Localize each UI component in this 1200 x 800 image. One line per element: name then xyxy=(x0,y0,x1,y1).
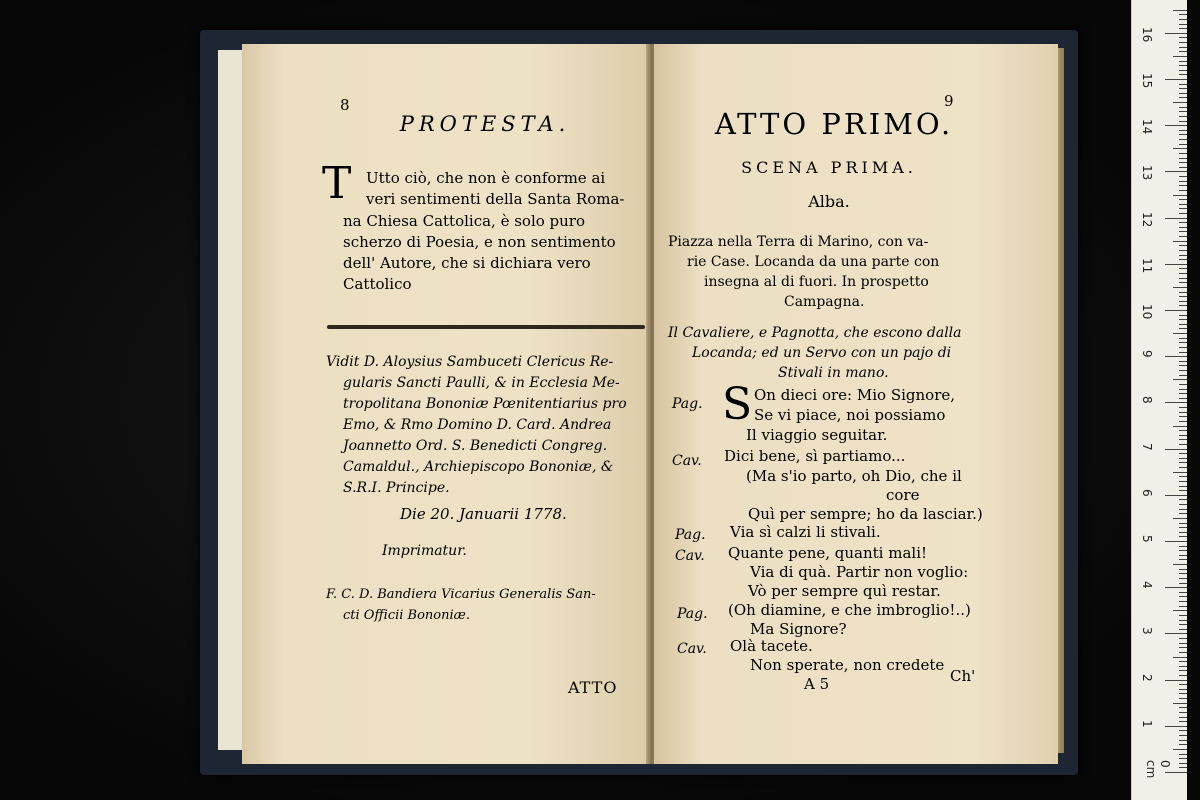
ruler-tick xyxy=(1179,384,1187,385)
vidit-line: Joannetto Ord. S. Benedicti Congreg. xyxy=(343,438,608,454)
protesta-heading: PROTESTA. xyxy=(399,112,571,136)
ruler-tick xyxy=(1179,569,1187,570)
ruler-tick xyxy=(1179,292,1187,293)
right-catchword: Ch' xyxy=(950,667,976,685)
ruler-number: 7 xyxy=(1140,442,1154,451)
ruler-tick xyxy=(1165,633,1187,634)
setting-line: Campagna. xyxy=(784,294,865,310)
ruler-tick xyxy=(1173,703,1187,704)
ruler-tick xyxy=(1179,365,1187,366)
vidit-line: Emo, & Rmo Domino D. Card. Andrea xyxy=(343,417,612,433)
dialogue-line: Olà tacete. xyxy=(730,637,813,655)
ruler-tick xyxy=(1179,666,1187,667)
ruler-tick xyxy=(1179,523,1187,524)
ruler-tick xyxy=(1179,14,1187,15)
divider-rule xyxy=(327,325,645,329)
ruler-tick xyxy=(1179,416,1187,417)
ruler-tick xyxy=(1165,726,1187,727)
ruler-tick xyxy=(1179,176,1187,177)
ruler-tick xyxy=(1179,144,1187,145)
ruler-tick xyxy=(1179,389,1187,390)
ruler-number: 5 xyxy=(1140,535,1154,543)
ruler-tick xyxy=(1179,107,1187,108)
vidit-line: Vidit D. Aloysius Sambuceti Clericus Re- xyxy=(326,354,614,370)
ruler-tick xyxy=(1179,675,1187,676)
ruler-tick xyxy=(1179,255,1187,256)
ruler-tick xyxy=(1179,717,1187,718)
ruler-tick xyxy=(1179,282,1187,283)
ruler-tick xyxy=(1165,541,1187,542)
ruler-tick xyxy=(1179,504,1187,505)
ruler-tick xyxy=(1179,273,1187,274)
ruler-tick xyxy=(1179,190,1187,191)
ruler-number: 14 xyxy=(1140,119,1154,135)
ruler-tick xyxy=(1179,536,1187,537)
ruler-number: 1 xyxy=(1140,719,1154,728)
ruler-tick xyxy=(1179,509,1187,510)
ruler-tick xyxy=(1179,407,1187,408)
ruler-tick xyxy=(1165,587,1187,588)
ruler-number: 13 xyxy=(1140,165,1154,181)
ruler-tick xyxy=(1173,610,1187,611)
ruler-tick xyxy=(1165,125,1187,126)
ruler-tick xyxy=(1179,546,1187,547)
ruler-tick xyxy=(1179,204,1187,205)
ruler-tick xyxy=(1179,47,1187,48)
ruler-tick xyxy=(1179,707,1187,708)
ruler-tick xyxy=(1179,19,1187,20)
ruler-tick xyxy=(1179,767,1187,768)
protest-dropcap: T xyxy=(322,158,352,209)
ruler-tick xyxy=(1179,227,1187,228)
left-page-number: 8 xyxy=(340,96,350,114)
ruler-tick xyxy=(1179,231,1187,232)
ruler-tick xyxy=(1179,527,1187,528)
ruler-tick xyxy=(1179,185,1187,186)
act-title: ATTO PRIMO. xyxy=(714,107,954,141)
setting-line: rie Case. Locanda da una parte con xyxy=(687,254,940,270)
ruler-tick xyxy=(1179,550,1187,551)
ruler-tick xyxy=(1179,453,1187,454)
ruler-tick xyxy=(1179,629,1187,630)
ruler-tick xyxy=(1179,467,1187,468)
dialogue-line: Non sperate, non credete xyxy=(750,656,945,674)
ruler-tick xyxy=(1179,615,1187,616)
ruler-tick xyxy=(1173,472,1187,473)
ruler-tick xyxy=(1179,421,1187,422)
ruler-tick xyxy=(1179,444,1187,445)
ruler-tick xyxy=(1179,393,1187,394)
ruler-tick xyxy=(1179,486,1187,487)
ruler-tick xyxy=(1179,167,1187,168)
ruler-tick xyxy=(1179,268,1187,269)
ruler-tick xyxy=(1179,301,1187,302)
ruler-tick xyxy=(1165,356,1187,357)
ruler-tick xyxy=(1179,199,1187,200)
approval-date: Die 20. Januarii 1778. xyxy=(400,505,567,523)
ruler-tick xyxy=(1179,763,1187,764)
ruler-tick xyxy=(1173,10,1187,11)
ruler-tick xyxy=(1179,606,1187,607)
vidit-line: tropolitana Bononiæ Pœnitentiarius pro xyxy=(343,396,627,412)
ruler-tick xyxy=(1179,342,1187,343)
ruler-tick xyxy=(1179,93,1187,94)
speaker-label: Pag. xyxy=(677,606,708,622)
ruler-tick xyxy=(1165,33,1187,34)
ruler-tick xyxy=(1179,347,1187,348)
dialogue-line: Quì per sempre; ho da lasciar.) xyxy=(748,505,983,523)
ruler-tick xyxy=(1179,213,1187,214)
ruler-tick xyxy=(1179,24,1187,25)
dialogue-line: Via sì calzi li stivali. xyxy=(730,523,881,541)
ruler-tick xyxy=(1173,333,1187,334)
ruler-tick xyxy=(1173,195,1187,196)
ruler-tick xyxy=(1179,555,1187,556)
scene-time: Alba. xyxy=(808,192,850,211)
ruler-tick xyxy=(1179,412,1187,413)
ruler-number: 3 xyxy=(1140,627,1154,636)
ruler-number: 15 xyxy=(1140,73,1154,89)
imprimatur: Imprimatur. xyxy=(382,543,467,559)
speaker-label: Pag. xyxy=(675,527,706,543)
vidit-line: S.R.I. Principe. xyxy=(343,480,450,496)
ruler-tick xyxy=(1179,88,1187,89)
ruler-tick xyxy=(1179,435,1187,436)
dialogue-line: Via di quà. Partir non voglio: xyxy=(750,563,969,581)
ruler-tick xyxy=(1179,158,1187,159)
ruler-tick xyxy=(1179,51,1187,52)
ruler-number: 8 xyxy=(1140,396,1154,405)
ruler-tick xyxy=(1179,481,1187,482)
ruler-tick xyxy=(1179,74,1187,75)
ruler-tick xyxy=(1165,680,1187,681)
bandiera-line: cti Officii Bononiæ. xyxy=(343,608,471,623)
ruler-tick xyxy=(1173,102,1187,103)
ruler-tick xyxy=(1179,130,1187,131)
ruler-tick xyxy=(1179,278,1187,279)
ruler-tick xyxy=(1179,61,1187,62)
ruler-tick xyxy=(1173,379,1187,380)
dialogue-line: (Oh diamine, e che imbroglio!..) xyxy=(728,601,971,619)
ruler-tick xyxy=(1179,721,1187,722)
ruler-tick xyxy=(1179,601,1187,602)
protest-line: dell' Autore, che si dichiara vero xyxy=(343,254,591,272)
speaker-label: Cav. xyxy=(675,548,705,564)
ruler-tick xyxy=(1179,647,1187,648)
ruler-tick xyxy=(1179,458,1187,459)
ruler-tick xyxy=(1179,439,1187,440)
ruler-tick xyxy=(1179,693,1187,694)
ruler-tick xyxy=(1179,620,1187,621)
ruler-tick xyxy=(1179,315,1187,316)
ruler-tick xyxy=(1165,171,1187,172)
protest-line: na Chiesa Cattolica, è solo puro xyxy=(343,212,586,230)
ruler-tick xyxy=(1179,698,1187,699)
right-page-number: 9 xyxy=(944,92,954,110)
speaker-label: Cav. xyxy=(677,641,707,657)
ruler-tick xyxy=(1179,592,1187,593)
dialogue-line: On dieci ore: Mio Signore, xyxy=(754,386,956,404)
ruler-tick xyxy=(1179,370,1187,371)
dialogue-line: Se vi piace, noi possiamo xyxy=(754,406,946,424)
ruler-tick xyxy=(1179,236,1187,237)
ruler-tick xyxy=(1179,245,1187,246)
ruler-tick xyxy=(1179,162,1187,163)
bandiera-line: F. C. D. Bandiera Vicarius Generalis San- xyxy=(326,587,596,602)
ruler-tick xyxy=(1179,583,1187,584)
ruler-number: 2 xyxy=(1140,673,1154,682)
ruler-tick xyxy=(1179,116,1187,117)
ruler-tick xyxy=(1179,490,1187,491)
ruler-number: 9 xyxy=(1140,350,1154,358)
ruler-tick xyxy=(1165,79,1187,80)
dialogue-line: Dici bene, sì partiamo... xyxy=(724,447,906,465)
ruler-tick xyxy=(1179,97,1187,98)
ruler-tick xyxy=(1179,652,1187,653)
ruler-tick xyxy=(1179,42,1187,43)
ruler-tick xyxy=(1179,111,1187,112)
ruler-tick xyxy=(1179,462,1187,463)
dialogue-line: core xyxy=(886,486,920,504)
characters-line: Il Cavaliere, e Pagnotta, che escono dalla xyxy=(668,325,962,341)
ruler-tick xyxy=(1173,564,1187,565)
characters-line: Locanda; ed un Servo con un pajo di xyxy=(692,345,952,361)
dialogue-line: (Ma s'io parto, oh Dio, che il xyxy=(746,467,962,485)
ruler-tick xyxy=(1165,495,1187,496)
ruler-tick xyxy=(1173,657,1187,658)
ruler-tick xyxy=(1173,749,1187,750)
signature-mark: A 5 xyxy=(804,675,830,693)
ruler-tick xyxy=(1165,264,1187,265)
ruler-tick xyxy=(1179,65,1187,66)
ruler-tick xyxy=(1173,287,1187,288)
ruler-tick xyxy=(1179,305,1187,306)
dialogue-line: Vò per sempre quì restar. xyxy=(748,582,941,600)
ruler-tick xyxy=(1165,402,1187,403)
protest-line: Utto ciò, che non è conforme ai xyxy=(366,169,606,187)
ruler-tick xyxy=(1179,596,1187,597)
ruler-unit-label: 0 cm xyxy=(1144,760,1172,779)
ruler-tick xyxy=(1179,689,1187,690)
ruler-tick xyxy=(1179,250,1187,251)
ruler-tick xyxy=(1179,754,1187,755)
protest-line: Cattolico xyxy=(343,275,412,293)
ruler-tick xyxy=(1179,139,1187,140)
characters-line: Stivali in mano. xyxy=(778,365,889,381)
ruler-tick xyxy=(1173,148,1187,149)
ruler-tick xyxy=(1179,208,1187,209)
ruler-tick xyxy=(1179,37,1187,38)
ruler-tick xyxy=(1179,638,1187,639)
ruler-tick xyxy=(1179,758,1187,759)
ruler-tick xyxy=(1173,56,1187,57)
ruler-tick xyxy=(1179,259,1187,260)
ruler-tick xyxy=(1179,499,1187,500)
ruler-tick xyxy=(1179,84,1187,85)
ruler-tick xyxy=(1179,430,1187,431)
ruler-tick xyxy=(1179,134,1187,135)
ruler-tick xyxy=(1179,328,1187,329)
ruler-tick xyxy=(1173,241,1187,242)
ruler-tick xyxy=(1179,661,1187,662)
ruler-tick xyxy=(1173,518,1187,519)
dialogue-dropcap: S xyxy=(722,379,753,430)
measuring-ruler xyxy=(1131,0,1187,800)
setting-line: Piazza nella Terra di Marino, con va- xyxy=(668,234,929,250)
ruler-tick xyxy=(1179,578,1187,579)
ruler-number: 4 xyxy=(1140,581,1154,589)
ruler-tick xyxy=(1179,744,1187,745)
ruler-tick xyxy=(1179,476,1187,477)
ruler-tick xyxy=(1179,624,1187,625)
ruler-tick xyxy=(1179,643,1187,644)
dialogue-line: Quante pene, quanti mali! xyxy=(728,544,928,562)
ruler-tick xyxy=(1165,310,1187,311)
ruler-tick xyxy=(1179,532,1187,533)
vidit-line: Camaldul., Archiepiscopo Bononiæ, & xyxy=(343,459,614,475)
ruler-tick xyxy=(1179,670,1187,671)
ruler-tick xyxy=(1179,573,1187,574)
vidit-line: gularis Sancti Paulli, & in Ecclesia Me- xyxy=(343,375,620,391)
setting-line: insegna al di fuori. In prospetto xyxy=(704,274,929,290)
ruler-tick xyxy=(1179,712,1187,713)
protest-line: veri sentimenti della Santa Roma- xyxy=(366,190,625,208)
left-catchword: ATTO xyxy=(568,678,618,697)
ruler-tick xyxy=(1179,153,1187,154)
ruler-tick xyxy=(1179,319,1187,320)
ruler-tick xyxy=(1179,338,1187,339)
ruler-tick xyxy=(1179,28,1187,29)
ruler-tick xyxy=(1179,222,1187,223)
ruler-number: 11 xyxy=(1140,257,1154,274)
speaker-label: Cav. xyxy=(672,453,702,469)
ruler-tick xyxy=(1179,352,1187,353)
ruler-tick xyxy=(1179,735,1187,736)
ruler-tick xyxy=(1179,730,1187,731)
protest-line: scherzo di Poesia, e non sentimento xyxy=(343,233,616,251)
ruler-tick xyxy=(1179,513,1187,514)
ruler-number: 10 xyxy=(1140,304,1154,320)
scene-title: SCENA PRIMA. xyxy=(741,158,917,177)
ruler-tick xyxy=(1179,559,1187,560)
ruler-number: 6 xyxy=(1140,488,1154,497)
ruler-number: 12 xyxy=(1140,211,1154,227)
ruler-tick xyxy=(1179,398,1187,399)
ruler-tick xyxy=(1179,684,1187,685)
dialogue-line: Il viaggio seguitar. xyxy=(746,426,888,444)
speaker-label: Pag. xyxy=(672,396,703,412)
ruler-tick xyxy=(1179,70,1187,71)
ruler-tick xyxy=(1179,296,1187,297)
ruler-tick xyxy=(1179,740,1187,741)
ruler-tick xyxy=(1179,121,1187,122)
ruler-tick xyxy=(1165,218,1187,219)
ruler-tick xyxy=(1179,375,1187,376)
ruler-tick xyxy=(1173,426,1187,427)
ruler-tick xyxy=(1179,361,1187,362)
ruler-tick xyxy=(1165,449,1187,450)
dialogue-line: Ma Signore? xyxy=(750,620,847,638)
ruler-number: 16 xyxy=(1140,26,1154,43)
ruler-tick xyxy=(1179,181,1187,182)
ruler-tick xyxy=(1179,324,1187,325)
